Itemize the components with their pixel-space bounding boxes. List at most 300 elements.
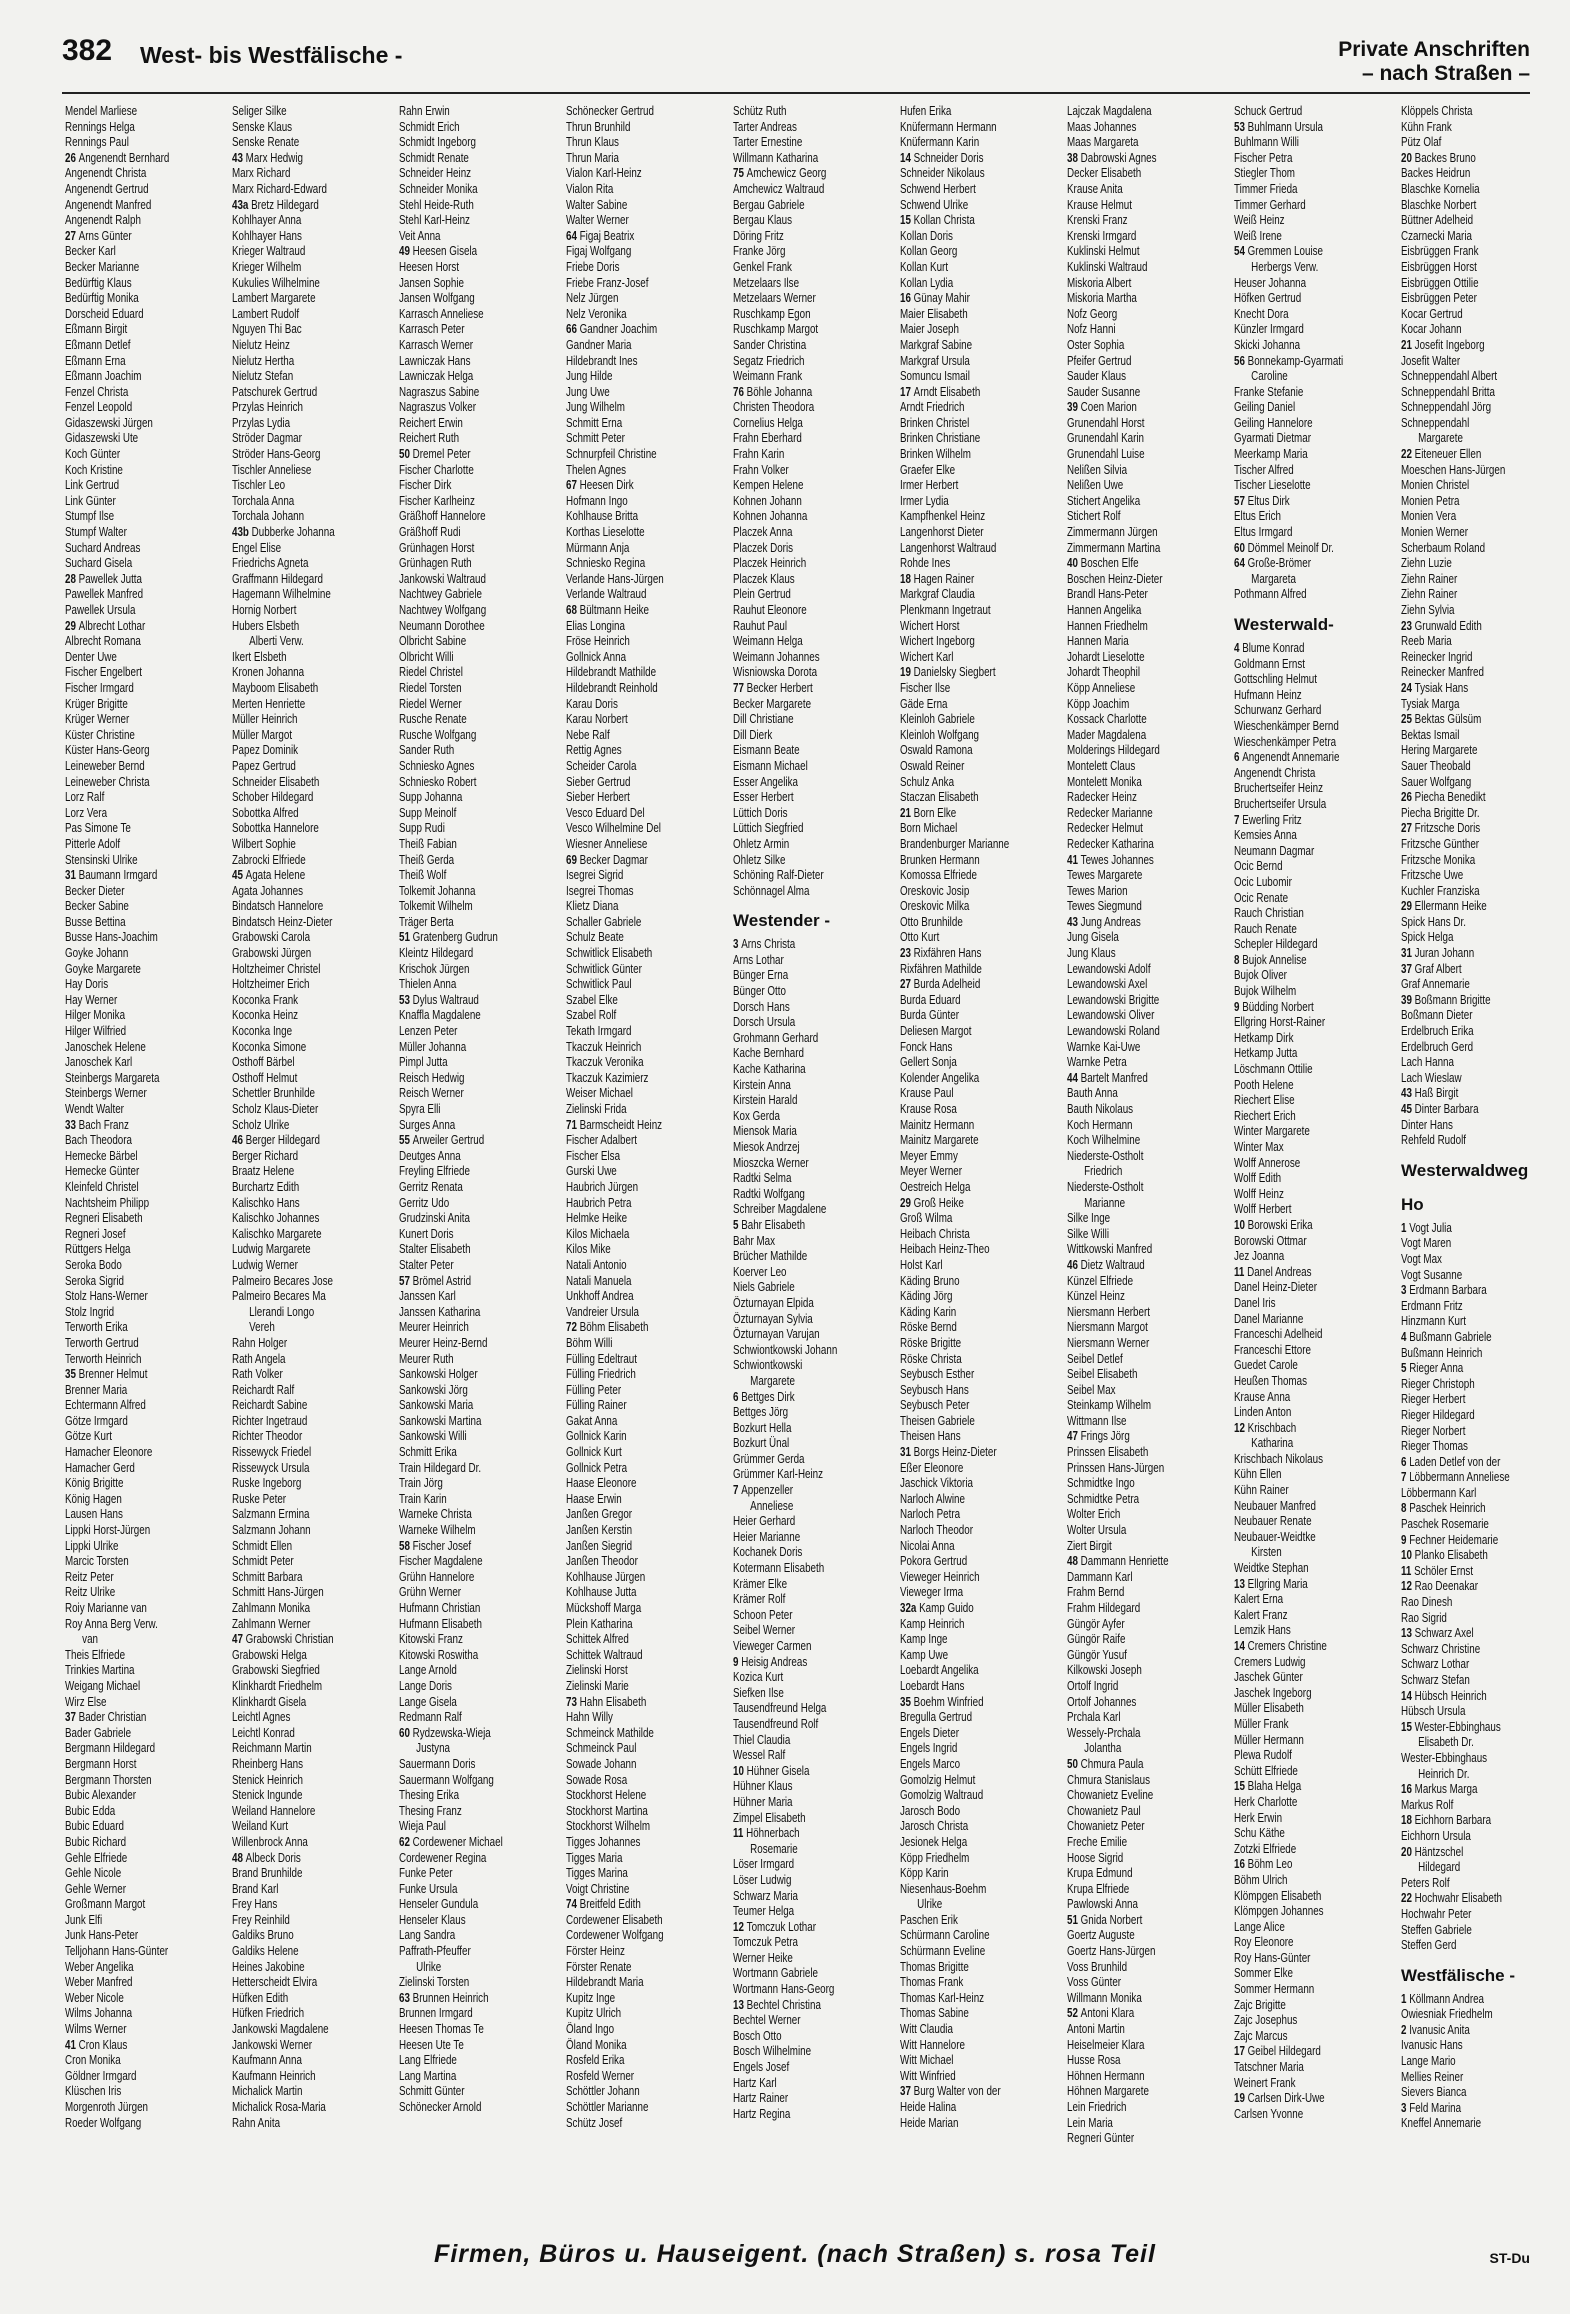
resident-name: Kilos Michaela bbox=[566, 1226, 630, 1241]
resident-name: Wieschenkämper Bernd bbox=[1234, 718, 1339, 733]
house-number: 10 bbox=[1234, 1217, 1248, 1232]
directory-entry bbox=[399, 1866, 521, 1882]
resident-name: Heibach Heinz-Theo bbox=[900, 1242, 990, 1257]
directory-entry bbox=[399, 1804, 521, 1820]
directory-entry bbox=[1401, 509, 1523, 525]
resident-name: Stehl Heide-Ruth bbox=[399, 197, 474, 212]
directory-entry bbox=[232, 556, 354, 572]
directory-entry bbox=[65, 1445, 187, 1461]
directory-entry bbox=[399, 307, 521, 323]
resident-name: Thrun Maria bbox=[566, 150, 619, 165]
directory-entry bbox=[1067, 712, 1189, 728]
resident-name: Bergmann Thorsten bbox=[65, 1772, 152, 1787]
resident-name: Stumpf Walter bbox=[65, 525, 127, 540]
resident-name: Bedürftig Klaus bbox=[65, 275, 132, 290]
resident-name: Goldmann Ernst bbox=[1234, 656, 1305, 671]
resident-name: Krause Rosa bbox=[900, 1102, 957, 1116]
resident-name: Rauhut Eleonore bbox=[733, 603, 807, 617]
directory-entry bbox=[65, 478, 187, 494]
house-number: 62 bbox=[399, 1834, 413, 1849]
resident-name: Hufen Erika bbox=[900, 104, 952, 118]
resident-name: Rieger Christoph bbox=[1401, 1376, 1475, 1391]
directory-entry bbox=[1067, 1242, 1189, 1258]
house-number: 7 bbox=[733, 1483, 742, 1498]
directory-entry bbox=[900, 2084, 1022, 2100]
directory-entry bbox=[65, 166, 187, 182]
resident-name: Müller Frank bbox=[1234, 1716, 1289, 1731]
resident-name: Hahn Elisabeth bbox=[579, 1694, 647, 1709]
directory-entry bbox=[399, 1071, 521, 1087]
resident-name: Schmitt Peter bbox=[566, 431, 625, 446]
directory-entry bbox=[900, 1944, 1022, 1960]
resident-name: Hildegard bbox=[1418, 1860, 1461, 1875]
directory-entry bbox=[232, 478, 354, 494]
directory-entry bbox=[900, 1632, 1022, 1648]
house-number: 29 bbox=[1401, 899, 1415, 914]
directory-entry bbox=[65, 1960, 187, 1976]
directory-entry bbox=[1401, 1845, 1523, 1861]
resident-name: Timmer Gerhard bbox=[1234, 197, 1306, 212]
directory-entry bbox=[566, 962, 688, 978]
directory-entry bbox=[900, 1149, 1022, 1165]
resident-name: Frey Hans bbox=[232, 1897, 278, 1912]
directory-entry bbox=[65, 806, 187, 822]
resident-name: Eisbrüggen Peter bbox=[1401, 291, 1477, 306]
resident-name: Haubrich Petra bbox=[566, 1195, 632, 1210]
resident-name: Ikert Elsbeth bbox=[232, 649, 287, 664]
resident-name: Kox Gerda bbox=[733, 1108, 780, 1123]
house-number: 17 bbox=[900, 384, 914, 399]
resident-name: Bergau Klaus bbox=[733, 213, 792, 228]
resident-name: Brinken Wilhelm bbox=[900, 447, 971, 462]
directory-entry bbox=[1067, 291, 1189, 307]
house-number: 23 bbox=[900, 946, 914, 961]
directory-entry bbox=[566, 1180, 688, 1196]
directory-entry bbox=[399, 712, 521, 728]
resident-name: Steinbergs Margareta bbox=[65, 1070, 160, 1085]
directory-entry bbox=[1401, 1470, 1523, 1486]
resident-name: Justyna bbox=[416, 1741, 451, 1756]
directory-entry bbox=[566, 1632, 688, 1648]
resident-name: Dinter Hans bbox=[1401, 1117, 1453, 1132]
resident-name: Peters Rolf bbox=[1401, 1875, 1450, 1890]
directory-entry bbox=[399, 868, 521, 884]
resident-name: Koch Günter bbox=[65, 447, 121, 462]
directory-entry bbox=[399, 276, 521, 292]
directory-entry bbox=[399, 837, 521, 853]
resident-name: Schneider Heinz bbox=[399, 166, 472, 181]
directory-entry bbox=[399, 182, 521, 198]
directory-entry bbox=[1067, 2069, 1189, 2085]
resident-name: Schneppendahl bbox=[1401, 415, 1470, 430]
directory-entry bbox=[733, 182, 855, 198]
page-header bbox=[62, 30, 1530, 94]
directory-entry bbox=[566, 1336, 688, 1352]
directory-entry bbox=[232, 868, 354, 884]
directory-entry bbox=[733, 1889, 855, 1905]
directory-entry bbox=[65, 2022, 187, 2038]
directory-entry bbox=[1067, 1305, 1189, 1321]
resident-name: Frahm Bernd bbox=[1067, 1585, 1125, 1600]
directory-entry bbox=[65, 198, 187, 214]
resident-name: Hartz Rainer bbox=[733, 2091, 789, 2106]
directory-entry bbox=[900, 821, 1022, 837]
resident-name: Becker Margarete bbox=[733, 696, 812, 711]
directory-entry bbox=[1067, 1133, 1189, 1149]
resident-name: Janssen Karl bbox=[399, 1289, 456, 1304]
directory-entry bbox=[900, 1289, 1022, 1305]
directory-entry bbox=[733, 884, 855, 900]
directory-entry bbox=[232, 2022, 354, 2038]
directory-entry bbox=[232, 1960, 354, 1976]
directory-entry bbox=[399, 915, 521, 931]
directory-entry bbox=[1067, 135, 1189, 151]
directory-entry bbox=[733, 1296, 855, 1312]
house-number: 43b bbox=[232, 525, 252, 540]
directory-entry bbox=[65, 182, 187, 198]
directory-entry bbox=[900, 1164, 1022, 1180]
directory-entry bbox=[1067, 1585, 1189, 1601]
directory-entry bbox=[900, 1991, 1022, 2007]
directory-entry bbox=[65, 1102, 187, 1118]
resident-name: Wester-Ebbinghaus bbox=[1401, 1750, 1488, 1765]
directory-entry bbox=[566, 728, 688, 744]
directory-entry bbox=[1234, 641, 1356, 657]
resident-name: Voigt Christine bbox=[566, 1881, 630, 1896]
resident-name: Tarter Andreas bbox=[733, 119, 797, 134]
directory-entry bbox=[733, 166, 855, 182]
resident-name: Ludwig Werner bbox=[232, 1257, 298, 1272]
directory-entry bbox=[900, 1601, 1022, 1617]
directory-entry bbox=[232, 665, 354, 681]
resident-name: Schulz Anka bbox=[900, 774, 955, 789]
resident-name: Born Elke bbox=[913, 805, 957, 820]
directory-entry bbox=[232, 338, 354, 354]
directory-entry bbox=[232, 1851, 354, 1867]
resident-name: Kohlhause Jürgen bbox=[566, 1569, 646, 1584]
resident-name: Roiy Marianne van bbox=[65, 1601, 147, 1615]
resident-name: Arns Christa bbox=[741, 937, 796, 952]
directory-entry bbox=[65, 1242, 187, 1258]
resident-name: Angenendt Christa bbox=[1234, 765, 1316, 780]
resident-name: Terworth Gertrud bbox=[65, 1335, 139, 1350]
directory-entry bbox=[232, 1227, 354, 1243]
resident-name: Cordewener Elisabeth bbox=[566, 1912, 663, 1927]
directory-entry bbox=[1067, 1882, 1189, 1898]
resident-name: Gerritz Renata bbox=[399, 1179, 463, 1194]
directory-entry bbox=[1234, 354, 1356, 370]
directory-entry bbox=[399, 743, 521, 759]
resident-name: Kohnen Johann bbox=[733, 493, 802, 508]
directory-entry bbox=[232, 541, 354, 557]
resident-name: Schmitt Erna bbox=[566, 415, 623, 430]
resident-name: Leichtl Agnes bbox=[232, 1710, 291, 1725]
directory-entry bbox=[399, 1274, 521, 1290]
directory-entry bbox=[733, 1249, 855, 1265]
resident-name: Wolter Ursula bbox=[1067, 1523, 1127, 1538]
resident-name: Montelett Claus bbox=[1067, 758, 1136, 773]
directory-entry bbox=[1067, 1507, 1189, 1523]
resident-name: Güngör Yusuf bbox=[1067, 1647, 1127, 1662]
resident-name: Wittkowski Manfred bbox=[1067, 1242, 1153, 1257]
directory-entry bbox=[232, 759, 354, 775]
resident-name: Hüfken Edith bbox=[232, 1990, 289, 2005]
resident-name: Kalischko Hans bbox=[232, 1195, 300, 1210]
directory-entry bbox=[399, 260, 521, 276]
resident-name: Weiser Michael bbox=[566, 1086, 633, 1101]
resident-name: Patschurek Gertrud bbox=[232, 384, 318, 399]
directory-entry bbox=[900, 1554, 1022, 1570]
resident-name: Becker Marianne bbox=[65, 259, 140, 274]
resident-name: Redecker Helmut bbox=[1067, 821, 1143, 836]
directory-entry bbox=[1234, 2029, 1356, 2045]
resident-name: Gellert Sonja bbox=[900, 1055, 957, 1070]
resident-name: Dietz Waltraud bbox=[1080, 1257, 1145, 1272]
resident-name: Komossa Elfriede bbox=[900, 868, 977, 883]
resident-name: Lach Wieslaw bbox=[1401, 1070, 1462, 1085]
directory-entry bbox=[1234, 891, 1356, 907]
resident-name: Danel Heinz-Dieter bbox=[1234, 1280, 1317, 1295]
resident-name: Böhm Ulrich bbox=[1234, 1872, 1288, 1887]
resident-name: Junk Elfi bbox=[65, 1912, 103, 1927]
resident-name: Thomas Karl-Heinz bbox=[900, 1990, 985, 2005]
house-number: 14 bbox=[1234, 1639, 1248, 1653]
directory-entry bbox=[1067, 1663, 1189, 1679]
street-heading: Westerwald- bbox=[1234, 615, 1334, 634]
directory-entry bbox=[1234, 1748, 1356, 1764]
directory-entry bbox=[566, 930, 688, 946]
resident-name: Fritzsche Monika bbox=[1401, 852, 1476, 867]
resident-name: Mayboom Elisabeth bbox=[232, 680, 319, 695]
resident-name: Nofz Georg bbox=[1067, 306, 1118, 321]
resident-name: Sieber Gertrud bbox=[566, 774, 631, 789]
resident-name: Hufmann Heinz bbox=[1234, 687, 1302, 702]
directory-entry bbox=[900, 182, 1022, 198]
directory-entry bbox=[65, 463, 187, 479]
directory-entry bbox=[1401, 1673, 1523, 1689]
directory-entry bbox=[1234, 1701, 1356, 1717]
directory-entry bbox=[900, 307, 1022, 323]
directory-entry bbox=[1401, 775, 1523, 791]
directory-entry bbox=[1234, 1920, 1356, 1936]
resident-name: Nagraszus Volker bbox=[399, 400, 476, 415]
resident-name: Warnke Petra bbox=[1067, 1055, 1127, 1070]
resident-name: Richter Theodor bbox=[232, 1429, 303, 1444]
resident-name: Angenendt Ralph bbox=[65, 213, 141, 228]
resident-name: Segatz Friedrich bbox=[733, 353, 805, 368]
resident-name: Wieschenkämper Petra bbox=[1234, 734, 1337, 749]
directory-entry bbox=[900, 509, 1022, 525]
directory-entry bbox=[232, 1804, 354, 1820]
directory-entry bbox=[1234, 1234, 1356, 1250]
resident-name: Schwend Herbert bbox=[900, 181, 976, 196]
directory-entry bbox=[733, 120, 855, 136]
resident-name: Fischer Dirk bbox=[399, 478, 452, 493]
directory-entry bbox=[232, 1461, 354, 1477]
directory-entry bbox=[1067, 525, 1189, 541]
house-number: 72 bbox=[566, 1320, 580, 1335]
resident-name: Lewandowski Roland bbox=[1067, 1024, 1160, 1039]
directory-entry bbox=[1401, 1055, 1523, 1071]
directory-entry bbox=[1234, 1951, 1356, 1967]
resident-name: Josefit Ingeborg bbox=[1414, 337, 1485, 352]
resident-name: Nielutz Hertha bbox=[232, 353, 295, 368]
directory-entry bbox=[65, 1414, 187, 1430]
resident-name: Bretz Hildegard bbox=[251, 197, 319, 212]
resident-name: Grudzinski Anita bbox=[399, 1211, 470, 1226]
resident-name: Steffen Gabriele bbox=[1401, 1922, 1472, 1937]
resident-name: Schnurpfeil Christine bbox=[566, 447, 657, 462]
directory-entry bbox=[1234, 1966, 1356, 1982]
directory-entry bbox=[566, 1164, 688, 1180]
resident-name: Skicki Johanna bbox=[1234, 337, 1301, 352]
resident-name: Pothmann Alfred bbox=[1234, 587, 1307, 602]
directory-entry bbox=[900, 1367, 1022, 1383]
directory-entry bbox=[1234, 1779, 1356, 1795]
directory-entry bbox=[733, 1312, 855, 1328]
resident-name: Roy Eleonore bbox=[1234, 1935, 1294, 1950]
resident-name: Funke Ursula bbox=[399, 1881, 458, 1896]
resident-name: Kleinfeld Christel bbox=[65, 1179, 139, 1194]
directory-entry bbox=[900, 1274, 1022, 1290]
resident-name: Gomolzig Helmut bbox=[900, 1772, 976, 1787]
directory-entry bbox=[900, 2116, 1022, 2132]
directory-entry bbox=[399, 1289, 521, 1305]
directory-entry bbox=[1067, 1055, 1189, 1071]
resident-name: Rieger Hildegard bbox=[1401, 1407, 1475, 1422]
directory-entry bbox=[1234, 1031, 1356, 1047]
directory-entry bbox=[900, 1819, 1022, 1835]
directory-entry bbox=[566, 1819, 688, 1835]
directory-entry bbox=[733, 1109, 855, 1125]
resident-name: Miskoria Albert bbox=[1067, 275, 1132, 290]
resident-name: Fritzsche Uwe bbox=[1401, 868, 1464, 883]
resident-name: Schulz Beate bbox=[566, 930, 624, 945]
directory-entry bbox=[900, 385, 1022, 401]
directory-entry bbox=[1067, 603, 1189, 619]
directory-entry bbox=[566, 1211, 688, 1227]
directory-entry bbox=[1401, 244, 1523, 260]
directory-entry bbox=[1401, 354, 1523, 370]
directory-entry bbox=[232, 728, 354, 744]
directory-entry bbox=[1067, 1274, 1189, 1290]
directory-entry bbox=[1067, 1554, 1189, 1570]
directory-entry bbox=[733, 619, 855, 635]
resident-name: Plein Gertrud bbox=[733, 587, 791, 602]
house-number: 17 bbox=[1234, 2044, 1248, 2059]
house-number: 27 bbox=[900, 977, 914, 992]
directory-entry bbox=[399, 2084, 521, 2100]
directory-entry bbox=[566, 1258, 688, 1274]
directory-entry bbox=[1067, 946, 1189, 962]
directory-entry bbox=[232, 962, 354, 978]
directory-entry bbox=[733, 1343, 855, 1359]
house-number: 6 bbox=[1234, 750, 1243, 765]
resident-name: Mürmann Anja bbox=[566, 540, 630, 555]
resident-name: Kuklinski Helmut bbox=[1067, 244, 1140, 259]
directory-entry bbox=[399, 1024, 521, 1040]
directory-entry bbox=[1234, 587, 1356, 603]
directory-entry bbox=[232, 1289, 354, 1305]
directory-entry bbox=[1401, 853, 1523, 869]
directory-entry bbox=[1234, 369, 1356, 385]
resident-name: Franceschi Adelheid bbox=[1234, 1327, 1323, 1342]
resident-name: Götze Irmgard bbox=[65, 1413, 128, 1428]
resident-name: Tarter Ernestine bbox=[733, 135, 803, 150]
resident-name: Neumann Dagmar bbox=[1234, 843, 1315, 858]
resident-name: Salzmann Johann bbox=[232, 1523, 311, 1538]
house-number: 77 bbox=[733, 680, 747, 695]
resident-name: Redecker Marianne bbox=[1067, 805, 1153, 820]
directory-entry bbox=[399, 291, 521, 307]
resident-name: Torchala Anna bbox=[232, 493, 295, 508]
directory-entry bbox=[566, 1928, 688, 1944]
house-number: 38 bbox=[1067, 150, 1081, 165]
resident-name: Seybusch Esther bbox=[900, 1367, 975, 1382]
resident-name: Vogt Maren bbox=[1401, 1236, 1452, 1251]
directory-entry bbox=[1067, 1570, 1189, 1586]
resident-name: Tomczuk Lothar bbox=[746, 1919, 817, 1934]
directory-entry bbox=[1067, 182, 1189, 198]
directory-entry bbox=[232, 977, 354, 993]
resident-name: Maas Johannes bbox=[1067, 119, 1137, 134]
directory-entry bbox=[232, 525, 354, 541]
directory-entry bbox=[566, 182, 688, 198]
resident-name: Gomolzig Waltraud bbox=[900, 1788, 984, 1803]
resident-name: Eiteneuer Ellen bbox=[1414, 447, 1482, 462]
directory-entry bbox=[733, 556, 855, 572]
resident-name: Ruske Ingeborg bbox=[232, 1476, 302, 1491]
resident-name: Jarosch Christa bbox=[900, 1819, 969, 1834]
directory-entry bbox=[1401, 1798, 1523, 1814]
directory-entry bbox=[399, 587, 521, 603]
directory-entry bbox=[399, 1258, 521, 1274]
resident-name: Markgraf Claudia bbox=[900, 587, 975, 602]
resident-name: Grabowski Jürgen bbox=[232, 946, 312, 961]
directory-entry bbox=[65, 354, 187, 370]
resident-name: Janßen Siegrid bbox=[566, 1538, 633, 1553]
directory-entry bbox=[399, 1492, 521, 1508]
directory-entry bbox=[566, 1196, 688, 1212]
directory-columns bbox=[65, 104, 1535, 2230]
directory-entry bbox=[900, 478, 1022, 494]
resident-name: Bauth Anna bbox=[1067, 1086, 1118, 1101]
directory-entry bbox=[65, 837, 187, 853]
resident-name: Franke Jörg bbox=[733, 244, 786, 259]
directory-entry bbox=[65, 1461, 187, 1477]
resident-name: Prchala Karl bbox=[1067, 1710, 1121, 1725]
directory-entry bbox=[900, 1305, 1022, 1321]
directory-entry bbox=[399, 120, 521, 136]
resident-name: Bünger Otto bbox=[733, 984, 786, 999]
directory-entry bbox=[566, 354, 688, 370]
directory-entry bbox=[733, 1436, 855, 1452]
resident-name: Krause Helmut bbox=[1067, 197, 1132, 212]
directory-entry bbox=[1234, 291, 1356, 307]
directory-entry bbox=[65, 790, 187, 806]
directory-entry bbox=[900, 712, 1022, 728]
directory-entry bbox=[232, 1352, 354, 1368]
directory-entry bbox=[900, 1258, 1022, 1274]
directory-entry bbox=[566, 541, 688, 557]
resident-name: Rosfeld Werner bbox=[566, 2068, 635, 2083]
directory-entry bbox=[1067, 1040, 1189, 1056]
directory-entry bbox=[733, 1265, 855, 1281]
resident-name: Rao Sigrid bbox=[1401, 1610, 1447, 1625]
directory-entry bbox=[1401, 1767, 1523, 1783]
resident-name: Gerritz Udo bbox=[399, 1195, 450, 1210]
directory-entry bbox=[1067, 1960, 1189, 1976]
